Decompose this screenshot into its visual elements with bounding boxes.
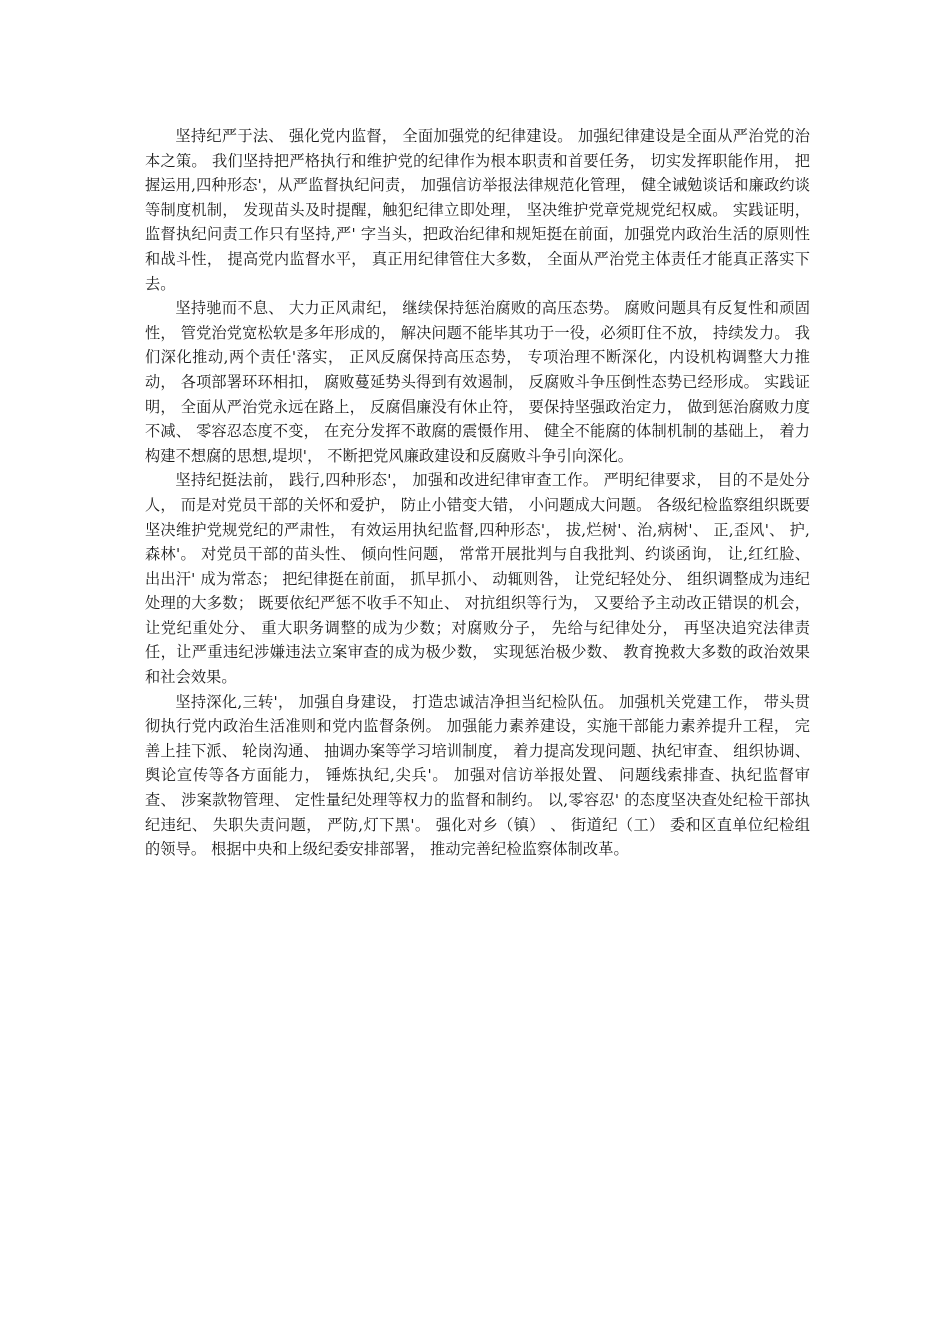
paragraph-anti-corruption: 坚持驰而不息、 大力正风肃纪， 继续保持惩治腐败的高压态势。 腐败问题具有反复性和顽固性， 管党治党宽松软是多年形成的， 解决问题不能毕其功于一役，必须盯住不放， 持续发力。 我们深化推动,两个责任'落实， 正风反腐保持高压态势， 专项治理不断深化，内设机构调整大力推动， 各项部署环环相扣， 腐败蔓延势头得到有效遏制， 反腐败斗争压倒性态势已经形成。 实践证明， 全面从严治党永远在路上， 反腐倡廉没有休止符， 要保持坚强政治定力， 做到惩治腐败力度不减、 零容忍态度不变， 在充分发挥不敢腐的震慑作用、 健全不能腐的体制机制的基础上， 着力构建不想腐的思想,堤坝'， 不断把党风廉政建设和反腐败斗争引向深化。 — [145, 299, 810, 465]
paragraph-team-building: 坚持深化,三转'， 加强自身建设， 打造忠诚洁净担当纪检队伍。 加强机关党建工作， 带头贯彻执行党内政治生活准则和党内监督条例。 加强能力素养建设，实施干部能力素养提升工程， 完善上挂下派、 轮岗沟通、 抽调办案等学习培训制度， 着力提高发现问题、执纪审查、 组织协调、 舆论宣传等各方面能力， 锤炼执纪,尖兵'。 加强对信访举报处置、 问题线索排查、执纪监督审查、 涉案款物管理、 定性量纪处理等权力的监督和制约。 以,零容忍' 的态度坚决查处纪检干部执纪违纪、 失职失责问题， 严防,灯下黑'。 强化对乡（镇） 、 街道纪（工） 委和区直单位纪检组的领导。 根据中央和上级纪委安排部署， 推动完善纪检监察体制改革。 — [145, 692, 810, 859]
document-body — [145, 124, 810, 862]
paragraph-discipline-review: 坚持纪挺法前， 践行,四种形态'， 加强和改进纪律审查工作。 严明纪律要求， 目的不是处分人， 而是对党员干部的关怀和爱护， 防止小错变大错， 小问题成大问题。 各级纪检监察组织既要坚决维护党规党纪的严肃性， 有效运用执纪监督,四种形态'， 拔,烂树'、治,病树'、 正,歪风'、 护,森林'。 对党员干部的苗头性、 倾向性问题， 常常开展批判与自我批判、约谈函询， 让,红红脸、 出出汗' 成为常态； 把纪律挺在前面， 抓早抓小、 动辄则咎， 让党纪轻处分、 组织调整成为违纪处理的大多数； 既要依纪严惩不收手不知止、 对抗组织等行为， 又要给予主动改正错误的机会， 让党纪重处分、 重大职务调整的成为少数；对腐败分子， 先给与纪律处分， 再坚决追究法律责任，让严重违纪涉嫌违法立案审查的成为极少数， 实现惩治极少数、 教育挽救大多数的政治效果和社会效果。 — [145, 471, 810, 687]
paragraph-discipline-building: 坚持纪严于法、 强化党内监督， 全面加强党的纪律建设。 加强纪律建设是全面从严治党的治本之策。 我们坚持把严格执行和维护党的纪律作为根本职责和首要任务， 切实发挥职能作用， 把握运用,四种形态'，从严监督执纪问责， 加强信访举报法律规范化管理， 健全诫勉谈话和廉政约谈等制度机制， 发现苗头及时提醒，触犯纪律立即处理， 坚决维护党章党规党纪权威。 实践证明， 监督执纪问责工作只有坚持,严' 字当头，把政治纪律和规矩挺在前面，加强党内政治生活的原则性和战斗性， 提高党内监督水平， 真正用纪律管住大多数， 全面从严治党主体责任才能真正落实下去。 — [145, 127, 810, 293]
